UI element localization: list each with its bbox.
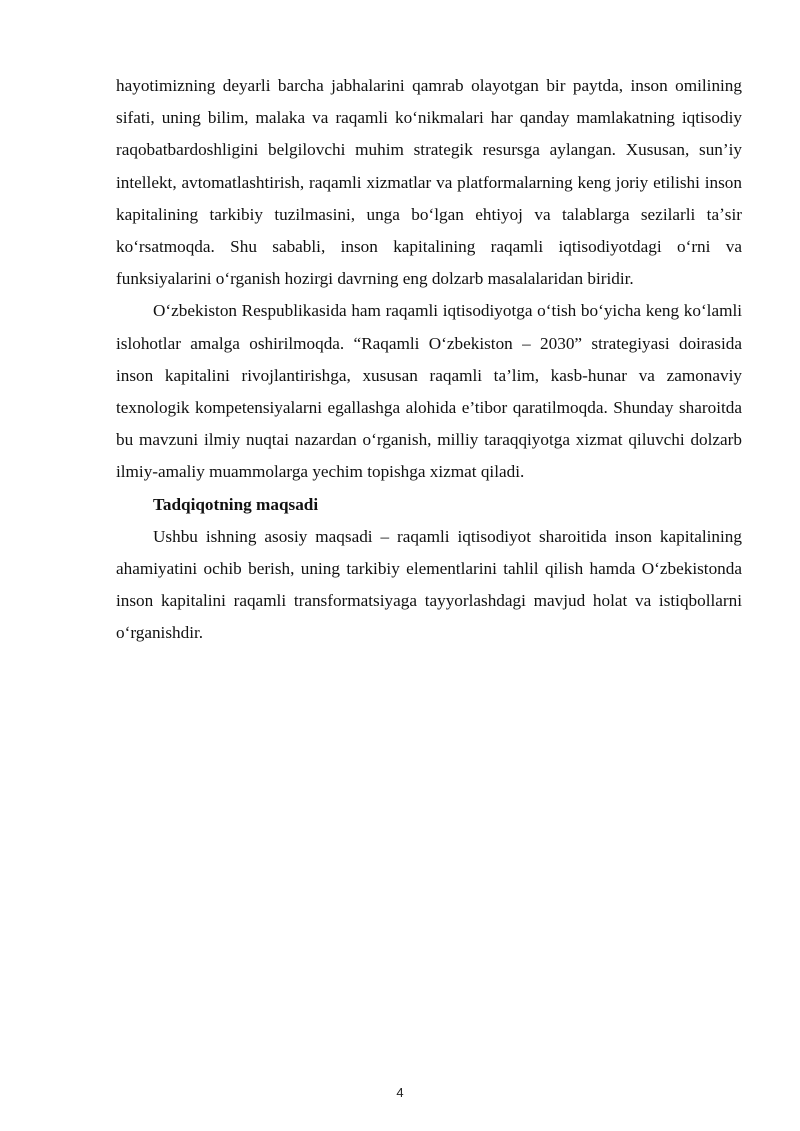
page-number: 4: [396, 1085, 404, 1100]
paragraph-digital-uzbekistan: Oʻzbekiston Respublikasida ham raqamli iqtisodiyotga oʻtish boʻyicha keng koʻlamli islohotlar amalga oshirilmoqda. “Raqamli Oʻzbekiston – 2030” strategiyasi doirasida inson kapitalini rivojlantirishga, xususan raqamli ta’lim, kasb-hunar va zamonaviy texnologik kompetensiyalarni egallashga alohida e’tibor qaratilmoqda. Shunday sharoitda bu mavzuni ilmiy nuqtai nazardan oʻrganish, milliy taraqqiyotga xizmat qiluvchi dolzarb ilmiy-amaliy muammolarga yechim topishga xizmat qiladi.: [116, 301, 742, 482]
document-body: [116, 70, 742, 650]
paragraph-research-goal: Ushbu ishning asosiy maqsadi – raqamli iqtisodiyot sharoitida inson kapitalining ahamiyatini ochib berish, uning tarkibiy elementlarini tahlil qilish hamda Oʻzbekistonda inson kapitalini raqamli transformatsiyaga tayyorlashdagi mavjud holat va istiqbollarni oʻrganishdir.: [116, 526, 742, 643]
paragraph-continuation: hayotimizning deyarli barcha jabhalarini qamrab olayotgan bir paytda, inson omilining sifati, uning bilim, malaka va raqamli koʻnikmalari har qanday mamlakatning iqtisodiy raqobatbardoshligini belgilovchi muhim strategik resursga aylangan. Xususan, sun’iy intellekt, avtomatlashtirish, raqamli xizmatlar va platformalarning keng joriy etilishi inson kapitalining tarkibiy tuzilmasini, unga boʻlgan ehtiyoj va talablarga sezilarli taʼsir koʻrsatmoqda. Shu sababli, inson kapitalining raqamli iqtisodiyotdagi oʻrni va funksiyalarini oʻrganish hozirgi davrning eng dolzarb masalalaridan biridir.: [116, 76, 742, 289]
section-heading-research-goal: Tadqiqotning maqsadi: [153, 494, 319, 514]
